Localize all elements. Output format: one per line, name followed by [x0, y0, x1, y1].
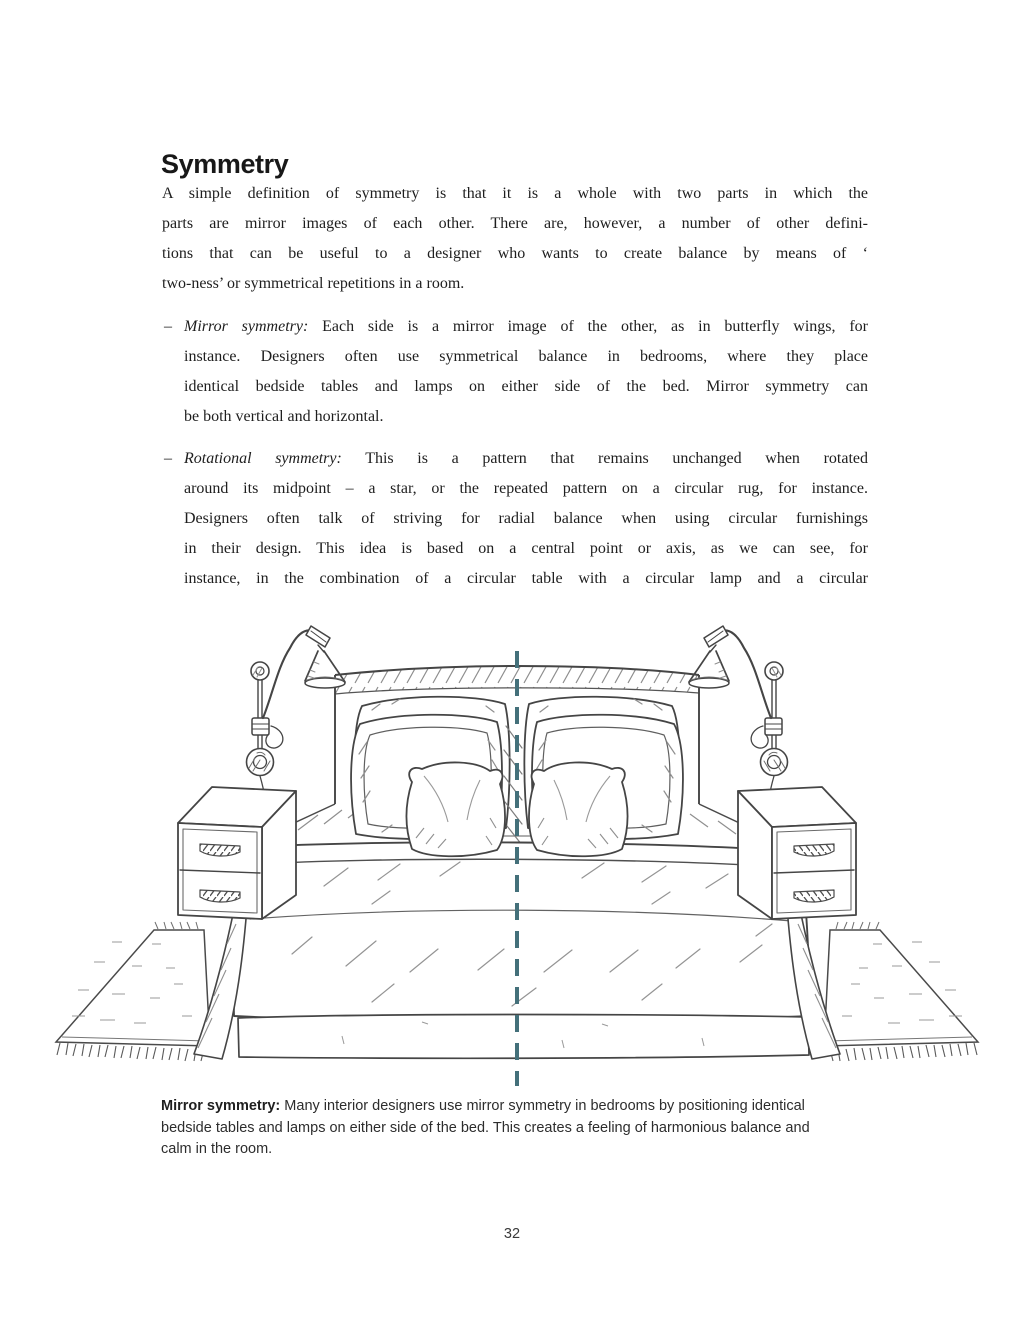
bullet-line: Designers often talk of striving for radial balance when using circular furnishings — [184, 510, 868, 527]
caption-lead: Mirror symmetry: — [161, 1098, 281, 1114]
bullet-text: Each side is a mirror image of the other, as in butterfly wings, for — [322, 318, 868, 335]
bullet-line: identical bedside tables and lamps on either side of the bed. Mirror symmetry can — [184, 378, 868, 395]
intro-line: parts are mirror images of each other. There are, however, a number of other defini- — [162, 215, 868, 232]
intro-line: A simple definition of symmetry is that it is a whole with two parts in which the — [162, 185, 868, 202]
caption-line: calm in the room. — [161, 1141, 273, 1157]
bullet-line: instance. Designers often use symmetrical balance in bedrooms, where they place — [184, 348, 868, 365]
bed-base — [238, 1015, 809, 1059]
caption-line — [161, 1096, 951, 1118]
bullet-lead: Rotational symmetry: — [184, 450, 342, 467]
bullet-line — [184, 312, 868, 342]
intro-line: tions that can be useful to a designer who wants to create balance by means of ‘ — [162, 245, 868, 262]
page-number: 32 — [503, 1226, 521, 1242]
bullet-marker: – — [164, 450, 172, 467]
bullet-line: instance, in the combination of a circular table with a circular lamp and a circular — [184, 570, 868, 587]
caption-line: bedside tables and lamps on either side of the bed. This creates a feeling of harmonious balance and — [161, 1119, 810, 1136]
bullet-marker: – — [164, 318, 172, 335]
intro-paragraph — [162, 179, 868, 299]
bullet-text: This is a pattern that remains unchanged when rotated — [365, 450, 868, 467]
bedroom-sketch-illustration — [42, 618, 987, 1090]
page-title: Symmetry — [161, 149, 289, 180]
bullet-mirror-symmetry — [162, 312, 868, 432]
bullet-rotational-symmetry — [162, 444, 868, 594]
intro-line: two-ness’ or symmetrical repetitions in a room. — [162, 275, 465, 292]
bullet-lead: Mirror symmetry: — [184, 318, 309, 335]
bullet-line — [184, 444, 868, 474]
caption-text: Many interior designers use mirror symmetry in bedrooms by positioning identical — [284, 1098, 805, 1114]
bullet-line: be both vertical and horizontal. — [184, 408, 384, 425]
bullet-line: in their design. This idea is based on a central point or axis, as we can see, for — [184, 540, 868, 557]
duvet — [233, 842, 810, 1022]
figure-caption — [161, 1096, 951, 1161]
bullet-line: around its midpoint – a star, or the repeated pattern on a circular rug, for instance. — [184, 480, 868, 497]
